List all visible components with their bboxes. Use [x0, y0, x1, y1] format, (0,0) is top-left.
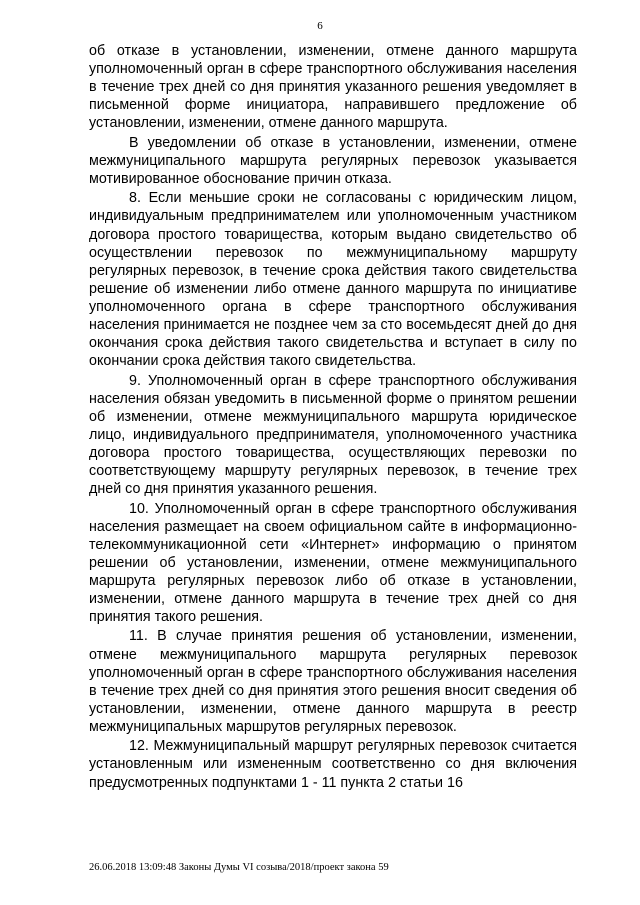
document-footer: 26.06.2018 13:09:48 Законы Думы VI созыва/2018/проект закона 59 — [89, 862, 389, 873]
paragraph-continuation: об отказе в установлении, изменении, отмене данного маршрута уполномоченный орган в сфере транспортного обслуживания населения в течение трех дней со дня принятия указанного решения уведомляет в письменной форме инициатора, направившего предложение об установлении, изменении, отмене данного маршрута. — [89, 43, 577, 132]
paragraph-item-8: 8. Если меньшие сроки не согласованы с юридическим лицом, индивидуальным предпринимателем или уполномоченным участником договора простого товарищества, которым выдано свидетельство об осуществлении перевозок по межмуниципальному маршруту регулярных перевозок, в течение срока действия такого свидетельства решение об изменении либо отмене данного маршрута по инициативе уполномоченного органа в сфере транспортного обслуживания населения принимается не позднее чем за сто восемьдесят дней до дня окончания срока действия такого свидетельства и вступает в силу по окончании срока действия такого свидетельства. — [89, 190, 577, 370]
paragraph-item-9: 9. Уполномоченный орган в сфере транспортного обслуживания населения обязан уведомить в письменной форме о принятом решении об изменении, отмене межмуниципального маршрута юридическое лицо, индивидуального предпринимателя, уполномоченного участника договора простого товарищества, осуществляющих перевозки по соответствующему маршруту регулярных перевозок, в течение трех дней со дня принятия указанного решения. — [89, 372, 577, 498]
paragraph-refusal-notice: В уведомлении об отказе в установлении, изменении, отмене межмуниципального маршрута регулярных перевозок указывается мотивированное обоснование причин отказа. — [89, 134, 577, 187]
page-number: 6 — [317, 20, 323, 32]
paragraph-item-11: 11. В случае принятия решения об установлении, изменении, отмене межмуниципального маршрута регулярных перевозок уполномоченный орган в сфере транспортного обслуживания населения в течение трех дней со дня принятия этого решения вносит сведения об установлении, изменении, отмене данного маршрута в реестр межмуниципальных маршрутов регулярных перевозок. — [89, 628, 577, 735]
paragraph-item-10: 10. Уполномоченный орган в сфере транспортного обслуживания населения размещает на своем официальном сайте в информационно-телекоммуникационной сети «Интернет» информацию о принятом решении об установлении, изменении, отмене межмуниципального маршрута регулярных перевозок либо об отказе в установлении, изменении, отмене данного маршрута в течение трех дней со дня принятия такого решения. — [89, 500, 577, 626]
paragraph-item-12: 12. Межмуниципальный маршрут регулярных перевозок считается установленным или измененным соответственно со дня включения предусмотренных подпунктами 1 - 11 пункта 2 статьи 16 — [89, 738, 577, 791]
document-body — [89, 42, 577, 793]
